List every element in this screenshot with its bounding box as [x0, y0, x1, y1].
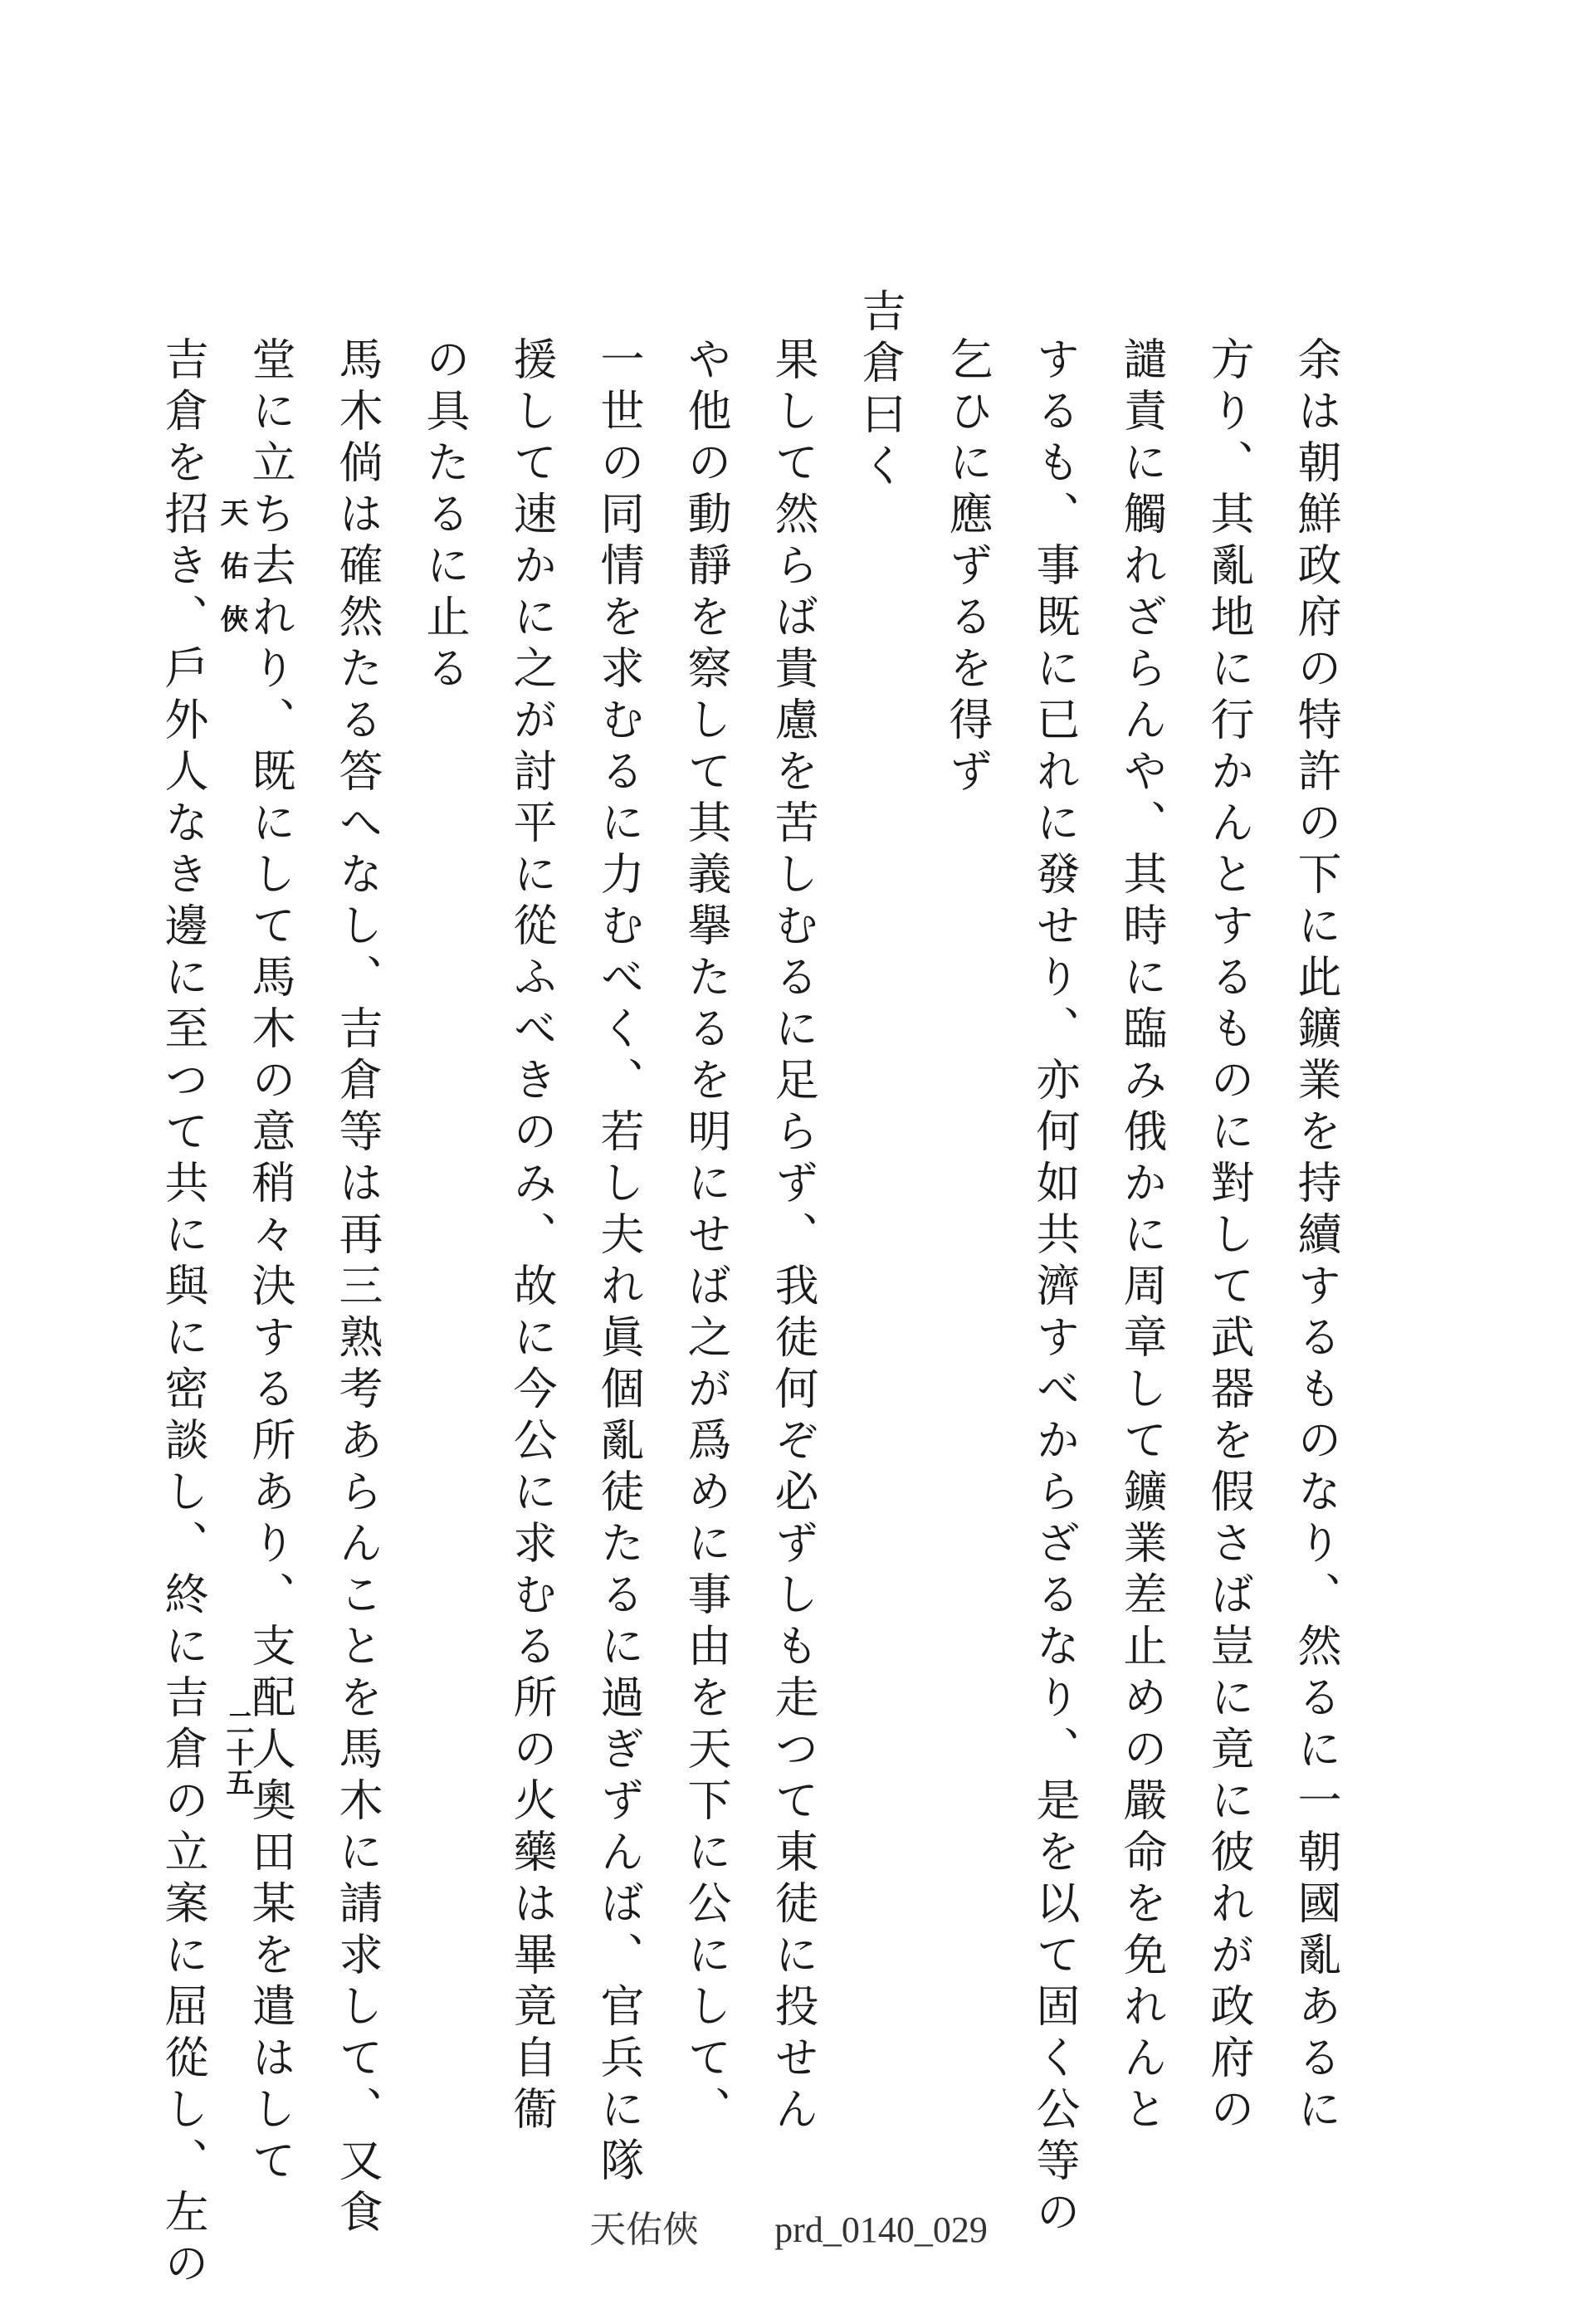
text-column: 堂に立ち去れり、既にして馬木の意稍々決する所あり、支配人奧田某を遣はして [245, 336, 295, 2189]
text-column: 方り、其亂地に行かんとするものに對して武器を假さば豈に竟に彼れが政府の [1204, 336, 1254, 2137]
text-column: 馬木倘は確然たる答へなし、吉倉等は再三熟考あらんことを馬木に請求して、又食 [332, 336, 383, 2240]
running-head: 天佑俠 [215, 498, 248, 657]
text-column: 果して然らば貴慮を苦しむるに足らず、我徒何ぞ必ずしも走つて東徒に投せん [768, 336, 818, 2137]
text-column: 余は朝鮮政府の特許の下に此鑛業を持續するものなり、然るに一朝國亂あるに [1291, 336, 1341, 2137]
text-column: 吉倉を招き、戶外人なき邊に至つて共に與に密談し、終に吉倉の立案に屈從し、左の [158, 336, 208, 2292]
footer-id: prd_0140_029 [774, 2209, 988, 2250]
text-column: 援して速かに之が討平に從ふべきのみ、故に今公に求むる所の火藥は畢竟自衞 [506, 336, 557, 2137]
speaker-heading: 吉倉曰く [855, 288, 906, 494]
footer-title: 天佑俠 [589, 2209, 700, 2250]
text-column: 一世の同情を求むるに力むべく、若し夫れ眞個亂徒たるに過ぎずんば、官兵に隊 [593, 336, 644, 2189]
text-column: するも、事既に已れに發せり、亦何如共濟すべからざるなり、是を以て固く公等の [1029, 336, 1080, 2240]
text-column: 譴責に觸れざらんや、其時に臨み俄かに周章して鑛業差止めの嚴命を免れんと [1116, 336, 1167, 2137]
text-column: の具たるに止る [419, 336, 470, 696]
page-number: 二十五 [221, 1708, 254, 1798]
page-footer [0, 2200, 1577, 2253]
text-column: 乞ひに應ずるを得ず [942, 336, 993, 799]
text-column: や他の動靜を察して其義擧たるを明にせば之が爲めに事由を天下に公にして、 [681, 336, 731, 2137]
